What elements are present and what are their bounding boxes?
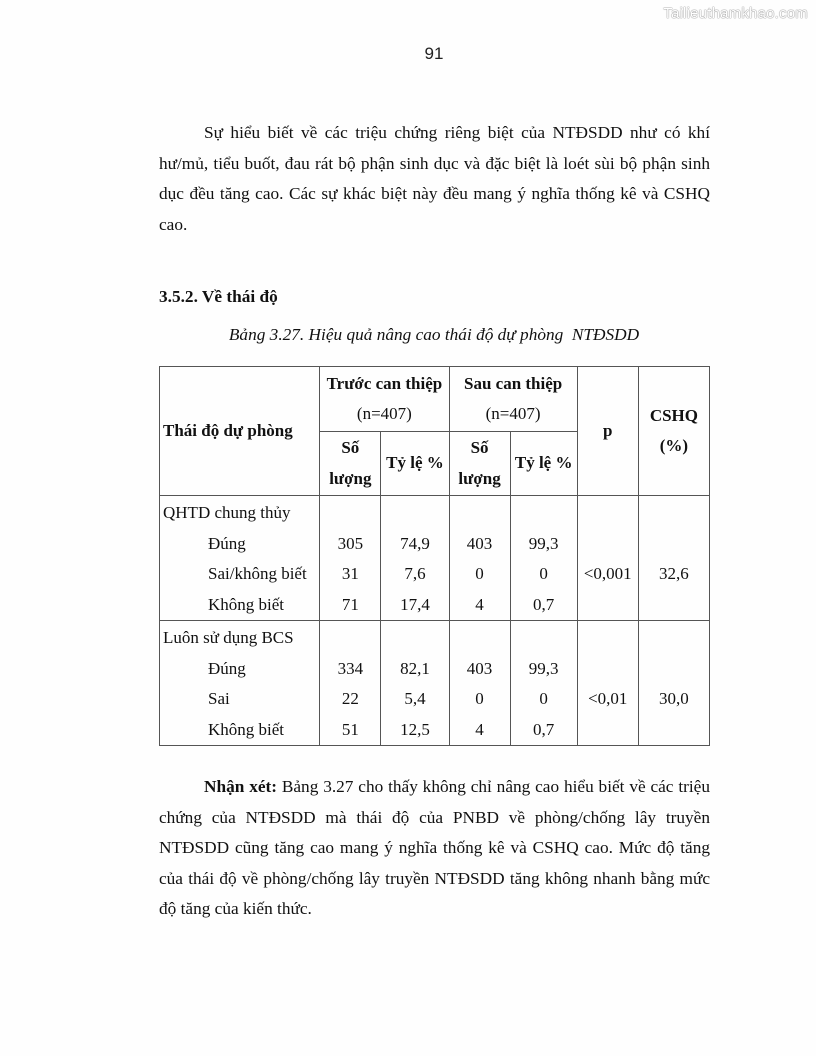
after-count: 403 <box>466 533 493 553</box>
cshq-value: 32,6 <box>659 564 689 583</box>
remark-text: Bảng 3.27 cho thấy không chỉ nâng cao hiểu biết về các triệu chứng của NTĐSDD mà thái độ của PNBD về phòng/chống lây truyền NTĐSDD cũng tăng cao mang ý nghĩa thống kê và CSHQ cao. Mức độ tăng của thái độ về phòng/chống lây truyền NTĐSDD tăng không nhanh bằng mức độ tăng của kiến thức. <box>159 777 710 918</box>
after-rate-cell <box>510 621 577 746</box>
header-attitude: Thái độ dự phòng <box>160 367 320 496</box>
cshq-cell <box>638 621 709 746</box>
watermark: Tailieuthamkhao.com <box>663 5 808 22</box>
group-label-cell <box>160 496 320 621</box>
after-rate-cell <box>510 496 577 621</box>
after-count: 0 <box>475 564 484 583</box>
row-label: Không biết <box>208 594 285 614</box>
header-count-line1: Số <box>341 438 360 457</box>
header-count-line2: lượng <box>458 468 501 488</box>
after-count: 403 <box>466 658 493 678</box>
intro-paragraph <box>159 118 710 240</box>
group-title: QHTD chung thủy <box>163 503 291 522</box>
group-title: Luôn sử dụng BCS <box>163 628 294 647</box>
before-rate: 12,5 <box>400 719 430 739</box>
header-after-title: Sau can thiệp <box>463 373 563 393</box>
after-rate: 99,3 <box>528 533 559 553</box>
before-rate: 7,6 <box>404 564 426 583</box>
header-before-title: Trước can thiệp <box>326 373 443 393</box>
before-count: 51 <box>341 719 359 739</box>
header-after-count <box>449 432 510 496</box>
remark-paragraph <box>159 772 710 925</box>
table-caption: Bảng 3.27. Hiệu quả nâng cao thái độ dự phòng NTĐSDD <box>228 325 640 344</box>
row-label: Đúng <box>208 658 246 678</box>
header-cshq <box>638 367 709 496</box>
p-value: <0,001 <box>583 564 632 583</box>
before-rate: 5,4 <box>404 689 426 708</box>
header-after-rate: Tỷ lệ % <box>510 432 577 496</box>
after-count: 4 <box>475 594 484 614</box>
after-rate: 0 <box>539 689 548 708</box>
header-count-line1: Số <box>470 438 489 457</box>
page-number: 91 <box>424 44 444 63</box>
before-count-cell <box>320 621 381 746</box>
before-rate: 74,9 <box>400 533 430 553</box>
after-rate: 0 <box>539 564 548 583</box>
table-group-fidelity <box>160 496 710 621</box>
cshq-cell <box>638 496 709 621</box>
after-count-cell <box>449 496 510 621</box>
row-label: Không biết <box>208 719 285 739</box>
header-count-line2: lượng <box>329 468 372 488</box>
before-rate-cell <box>381 621 449 746</box>
p-value: <0,01 <box>588 689 628 708</box>
after-count-cell <box>449 621 510 746</box>
header-p: p <box>577 367 638 496</box>
before-count: 305 <box>337 533 364 553</box>
header-cshq-line2: (%) <box>659 436 689 455</box>
before-rate: 82,1 <box>400 658 430 678</box>
group-label-cell <box>160 621 320 746</box>
header-before-count <box>320 432 381 496</box>
before-count: 334 <box>337 658 364 678</box>
section-heading: 3.5.2. Về thái độ <box>159 287 278 306</box>
header-after-n: (n=407) <box>485 404 541 423</box>
intro-paragraph-text: Sự hiểu biết về các triệu chứng riêng biệt của NTĐSDD như có khí hư/mủ, tiểu buốt, đau rát bộ phận sinh dục và đặc biệt là loét sùi bộ phận sinh dục đều tăng cao. Các sự khác biệt này đều mang ý nghĩa thống kê và CSHQ cao. <box>159 123 710 234</box>
p-value-cell <box>577 496 638 621</box>
before-count: 22 <box>341 689 359 708</box>
attitude-table <box>159 366 710 746</box>
before-rate-cell <box>381 496 449 621</box>
after-count: 0 <box>475 689 484 708</box>
table-header-row <box>160 367 710 432</box>
after-rate: 0,7 <box>533 719 555 739</box>
cshq-value: 30,0 <box>659 689 689 708</box>
header-before-n: (n=407) <box>356 404 412 423</box>
header-after-intervention <box>449 367 577 432</box>
before-count-cell <box>320 496 381 621</box>
before-count: 31 <box>341 564 359 583</box>
after-rate: 0,7 <box>533 594 555 614</box>
table-group-condom-use <box>160 621 710 746</box>
p-value-cell <box>577 621 638 746</box>
header-before-intervention <box>320 367 449 432</box>
header-cshq-line1: CSHQ <box>649 405 698 425</box>
after-rate: 99,3 <box>528 658 559 678</box>
remark-label: Nhận xét: <box>204 777 278 796</box>
after-count: 4 <box>475 719 484 739</box>
before-count: 71 <box>341 594 359 614</box>
row-label: Sai/không biết <box>208 564 307 583</box>
row-label: Sai <box>208 689 230 708</box>
header-before-rate: Tỷ lệ % <box>381 432 449 496</box>
row-label: Đúng <box>208 533 246 553</box>
before-rate: 17,4 <box>400 594 430 614</box>
